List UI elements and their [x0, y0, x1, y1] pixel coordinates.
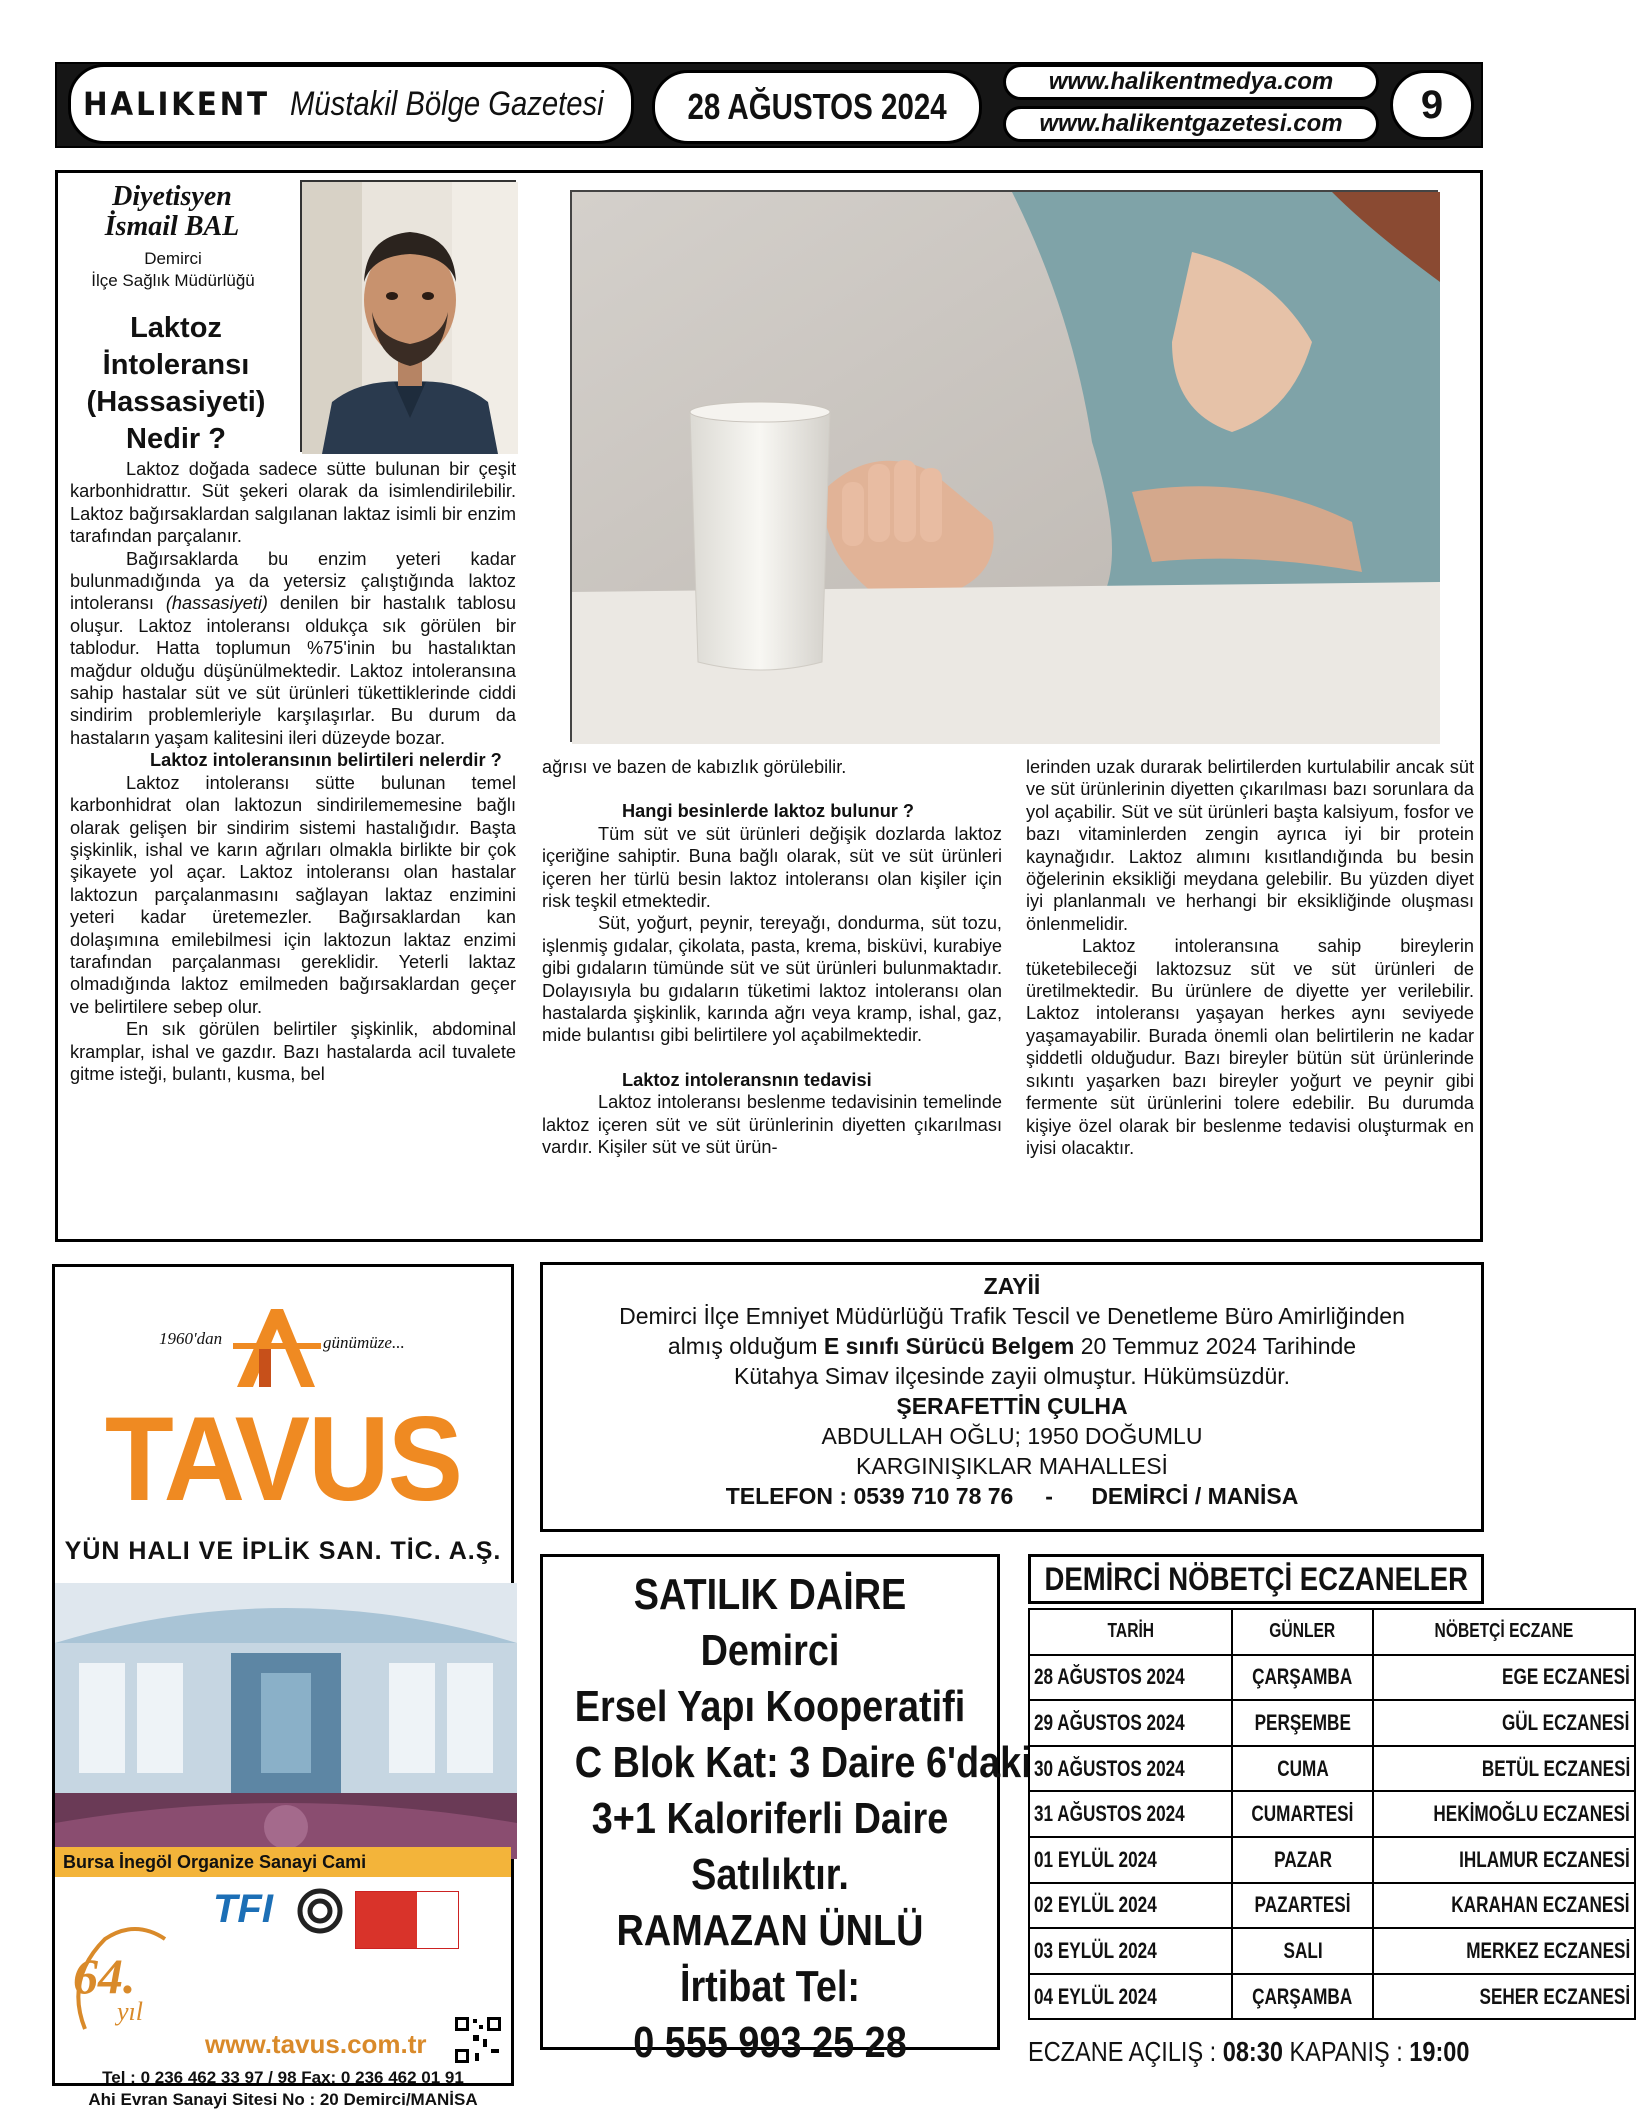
subheading: Hangi besinlerde laktoz bulunur ? [622, 801, 915, 822]
notice-owner-name: ŞERAFETTİN ÇULHA [896, 1393, 1128, 1419]
sale-phone: 0 555 993 25 28 [633, 2018, 907, 2067]
subheading: Laktoz intoleransının belirtileri nelerdir ? [150, 750, 502, 771]
paragraph: Bağırsaklarda bu enzim yeteri kadar bulunmadığında ya da yetersiz çalıştığında laktoz intoleransı (hassasiyeti) denilen bir hastalık tablosu oluşur. Laktoz intoleransı oldukça sık görülen bir tablodur. Hatta toplumun %75'inin bu hastalıktan mağdur olduğu düşünülmektedir. Laktoz intoleransına sahip hastalar süt ve süt ürünleri tükettiklerinde ciddi sindirim problemleriyle karşılaşırlar. Bu durum da hastaların yaşam kalitesini ileri düzeyde bozar. [70, 548, 516, 748]
issue-date: 28 AĞUSTOS 2024 [652, 70, 982, 144]
paragraph: Laktoz doğada sadece sütte bulunan bir çeşit karbonhidrattır. Süt şekeri olarak da isimlendirilebilir. Laktoz bağırsaklardan salgılanan laktaz isimli bir enzim tarafından parçalanır. [70, 459, 516, 547]
mosque-caption: Bursa İnegöl Organize Sanayi Cami [55, 1847, 511, 1877]
table-row: 03 EYLÜL 2024 SALI MERKEZ ECZANESİ [1029, 1928, 1635, 1974]
sale-line: Ersel Yapı Kooperatifi [574, 1682, 966, 1731]
website-link-2[interactable]: www.halikentgazetesi.com [1003, 106, 1379, 142]
table-row: 04 EYLÜL 2024 ÇARŞAMBA SEHER ECZANESİ [1029, 1974, 1635, 2020]
table-row: 30 AĞUSTOS 2024 CUMA BETÜL ECZANESİ [1029, 1746, 1635, 1792]
paragraph: Laktoz intoleransı beslenme tedavisinin temelinde laktoz içeren süt ve süt ürünlerinin diyetten çıkarılması vardır. Kişiler süt ve süt ürün- [542, 1092, 1002, 1158]
column-header: TARİH [1029, 1609, 1232, 1655]
paragraph: Süt, yoğurt, peynir, tereyağı, dondurma, süt tozu, işlenmiş gıdalar, çikolata, pasta, krema, bisküvi, kurabiye gibi gıdaların tümünde süt ve süt ürünleri bulunmaktadır. Dolayısıyla bu gıdaların tüketimi laktoz intoleransı olan hastalarda şişkinlik, karında ağrı veya kramp, ishal, gaz, mide bulantısı gibi belirtilere yol açabilmektedir. [542, 913, 1002, 1046]
paragraph: Tüm süt ve süt ürünleri değişik dozlarda laktoz içeriğine sahiptir. Buna bağlı olarak, süt ve süt ürünleri içeren her türlü besin laktoz intoleransı olan kişiler için risk teşkil etmektedir. [542, 823, 1002, 912]
paragraph: Laktoz intoleransına sahip bireylerin tüketebileceği laktozsuz süt ve süt ürünleri de üretilmektedir. Bu ürünlere de diyette yer verilebilir. Laktoz intoleransı yaşayan herkes aynı seviyede yaşamayabilir. Burada önemli olan belirtilerin ne kadar şiddetli olduğudur. Bazı bireyler bütün süt ürünlerinde sıkıntı yaşarken bazı bireyler yoğurt ve peynir gibi fermente süt ürünlerini tolere edebilir. Bu durumda kişiye özel olarak bir beslenme tedavisi oluşturmak en iyisi olacaktır. [1026, 936, 1474, 1158]
table-row: 28 AĞUSTOS 2024 ÇARŞAMBA EGE ECZANESİ [1029, 1655, 1635, 1701]
notice-line: almış olduğum E sınıfı Sürücü Belgem 20 Temmuz 2024 Tarihinde [667, 1333, 1357, 1359]
article-column-2 [542, 756, 1002, 1159]
qr-code-icon[interactable] [453, 2015, 503, 2065]
sale-line: C Blok Kat: 3 Daire 6'daki [574, 1738, 1032, 1787]
table-header-row [1029, 1609, 1635, 1655]
mosque-interior-photo [55, 1583, 511, 1859]
pharmacy-title: DEMİRCİ NÖBETÇİ ECZANELER [1028, 1554, 1484, 1604]
article-photo [570, 190, 1438, 742]
notice-line: Kütahya Simav ilçesinde zayii olmuştur. Hükümsüzdür. [733, 1363, 1291, 1389]
author-location: Demirci [144, 249, 202, 268]
sale-line: İrtibat Tel: [679, 1962, 861, 2011]
newspaper-subtitle: Müstakil Bölge Gazetesi [290, 84, 604, 123]
column-header: NÖBETÇİ ECZANE [1373, 1609, 1635, 1655]
author-portrait [300, 180, 516, 452]
notice-line: Demirci İlçe Emniyet Müdürlüğü Trafik Tescil ve Denetleme Büro Amirliğinden [619, 1303, 1405, 1329]
author-byline [72, 182, 272, 242]
newspaper-name: HALIKENT [83, 85, 270, 123]
tavus-advertisement [52, 1264, 514, 2109]
sale-line: Satılıktır. [691, 1850, 849, 1899]
ad-brand-name: TAVUS [104, 1392, 462, 1526]
article-column-1 [70, 458, 516, 1085]
tfi-logo: TFI [213, 1887, 273, 1931]
author-org: İlçe Sağlık Müdürlüğü [91, 271, 255, 290]
tavus-monogram-logo [231, 1303, 323, 1391]
author-name: İsmail BAL [104, 211, 240, 242]
pharmacy-hours: ECZANE AÇILIŞ : 08:30 KAPANIŞ : 19:00 [1028, 2036, 1470, 2067]
ad-since-text-2: günümüze... [323, 1333, 405, 1352]
paragraph: ağrısı ve bazen de kabızlık görülebilir. [542, 757, 847, 777]
woolmark-logo [295, 1887, 345, 1939]
table-row: 02 EYLÜL 2024 PAZARTESİ KARAHAN ECZANESİ [1029, 1883, 1635, 1929]
sale-line: SATILIK DAİRE [633, 1570, 907, 1619]
author-affiliation [62, 248, 284, 292]
certificate-logo [355, 1891, 459, 1949]
sale-line: 3+1 Kaloriferli Daire [591, 1794, 949, 1843]
ad-phone-line: Tel : 0 236 462 33 97 / 98 Fax: 0 236 462 01 91 [102, 2068, 464, 2087]
website-link-1[interactable]: www.halikentmedya.com [1003, 64, 1379, 100]
paragraph: En sık görülen belirtiler şişkinlik, abdominal kramplar, ishal ve gazdır. Bazı hastalarda acil tuvalete gitme isteği, bulantı, kusma, bel [70, 1019, 516, 1084]
page-number: 9 [1390, 70, 1474, 140]
column-header: GÜNLER [1232, 1609, 1373, 1655]
subheading: Laktoz intoleransnın tedavisi [622, 1069, 872, 1090]
apartment-sale-ad [540, 1554, 1032, 2067]
anniversary-label: yıl [117, 1997, 143, 2026]
sale-line: Demirci [700, 1626, 840, 1675]
table-row: 29 AĞUSTOS 2024 PERŞEMBE GÜL ECZANESİ [1029, 1700, 1635, 1746]
ad-website-link[interactable]: www.tavus.com.tr [205, 2029, 427, 2059]
anniversary-years: 64. [73, 1948, 136, 2004]
paragraph: Laktoz intoleransı sütte bulunan temel karbonhidrat olan laktozun sindirilememesine bağlı olarak gelişen bir sindirim sistemi hastalığıdır. Başta şişkinlik, ishal ve karın ağrıları olmakla birlikte bir çok şikayete yol açar. Laktoz intoleransı olan hastalar laktozun parçalanmasını sağlayan laktaz enzimini yeteri kadar üretemezler. Bağırsaklardan kan dolaşımına emilebilmesi için laktozun laktaz enzimi tarafından parçalanması gereklidir. Yeterli laktaz olmadığında laktoz emilmeden bağırsaklardan geçer ve belirtilere sebep olur. [70, 772, 516, 1017]
lost-license-notice [540, 1262, 1484, 1532]
notice-line: ABDULLAH OĞLU; 1950 DOĞUMLU [821, 1423, 1203, 1449]
ad-company-name: YÜN HALI VE İPLİK SAN. TİC. A.Ş. [64, 1537, 502, 1565]
notice-title: ZAYİİ [983, 1273, 1041, 1299]
author-title: Diyetisyen [112, 181, 232, 212]
pharmacy-table [1028, 1608, 1636, 2020]
paragraph: lerinden uzak durarak belirtilerden kurtulabilir ancak süt ve süt ürünlerinin diyetten çıkarılması bazı sorunlara da yol açabilir. Süt ve süt ürünleri başta kalsiyum, fosfor ve bazı vitaminlerden zengin ayrıca iyi bir protein kaynağıdır. Laktoz alımını kısıtlandığında bu besin öğelerinin eksikliği meydana gelebilir. Bu yüzden diyet iyi planlanmalı ve herhangi bir eksikliğinde oluşması önlenmelidir. [1026, 757, 1474, 934]
notice-line: KARGINIŞIKLAR MAHALLESİ [856, 1453, 1168, 1479]
ad-contact [55, 2067, 511, 2111]
article-column-3 [1026, 756, 1474, 1159]
article-headline: Laktoz İntoleransı (Hassasiyeti) Nedir ? [86, 312, 266, 455]
sale-line: RAMAZAN ÜNLÜ [616, 1906, 924, 1955]
ad-address-line: Ahi Evran Sanayi Sitesi No : 20 Demirci/MANİSA [88, 2090, 478, 2109]
ad-since-text: 1960'dan [159, 1329, 223, 1348]
masthead-brand [68, 64, 634, 144]
table-row: 31 AĞUSTOS 2024 CUMARTESİ HEKİMOĞLU ECZANESİ [1029, 1791, 1635, 1837]
table-row: 01 EYLÜL 2024 PAZAR IHLAMUR ECZANESİ [1029, 1837, 1635, 1883]
notice-contact: TELEFON : 0539 710 78 76 - DEMİRCİ / MANİSA [725, 1483, 1299, 1509]
